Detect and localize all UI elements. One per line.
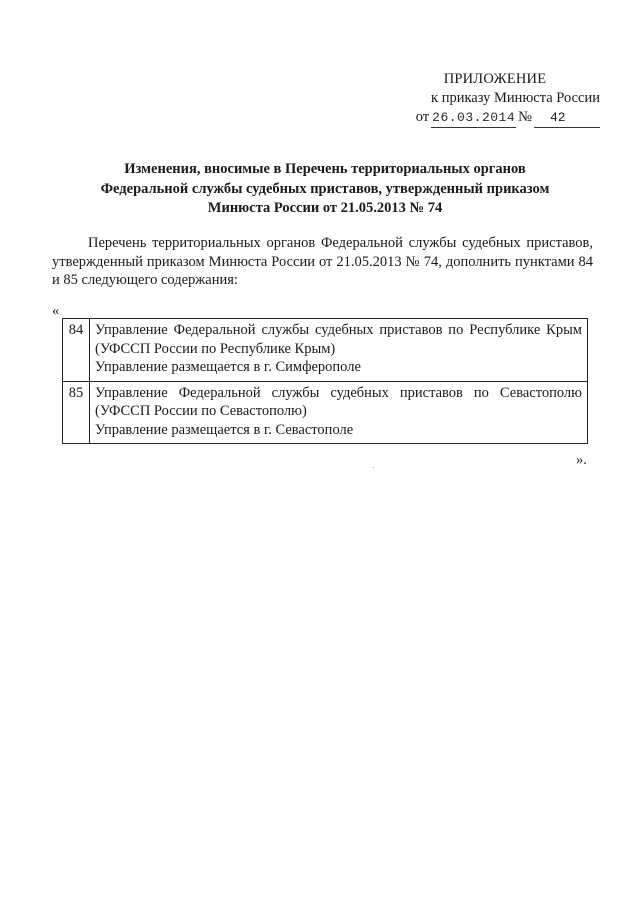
closing-quote: ».	[576, 452, 587, 468]
annex-title: ПРИЛОЖЕНИЕ	[443, 71, 547, 87]
annex-order-reference: к приказу Минюста России	[431, 90, 600, 106]
title-line-3: Минюста России от 21.05.2013 № 74	[207, 200, 443, 216]
item-description	[90, 381, 588, 444]
scan-speck	[373, 467, 374, 468]
item-name: Управление Федеральной службы судебных приставов по Севастополю (УФССП России по Севастополю)	[95, 384, 582, 419]
document-title	[70, 160, 580, 219]
item-name: Управление Федеральной службы судебных приставов по Республике Крым (УФССП России по Республике Крым)	[95, 322, 582, 357]
item-number: 85	[63, 381, 90, 444]
items-table	[62, 318, 588, 444]
table-row	[63, 381, 588, 444]
order-number: 42	[534, 108, 600, 128]
opening-quote: «	[52, 303, 60, 319]
title-line-2: Федеральной службы судебных приставов, утвержденный приказом	[100, 180, 550, 197]
title-line-1: Изменения, вносимые в Перечень территориальных органов	[124, 161, 526, 177]
item-location: Управление размещается в г. Симферополе	[95, 359, 361, 375]
annex-date-line	[390, 108, 600, 128]
number-prefix: №	[518, 109, 532, 125]
order-date: 26.03.2014	[431, 108, 516, 128]
table-row	[63, 319, 588, 382]
annex-header	[390, 70, 600, 128]
body-paragraph: Перечень территориальных органов Федеральной службы судебных приставов, утвержденный приказом Минюста России от 21.05.2013 № 74, дополнить пунктами 84 и 85 следующего содержания:	[52, 235, 593, 288]
item-location: Управление размещается в г. Севастополе	[95, 421, 354, 438]
item-number: 84	[63, 319, 90, 382]
item-description	[90, 319, 588, 382]
date-prefix: от	[415, 109, 430, 125]
